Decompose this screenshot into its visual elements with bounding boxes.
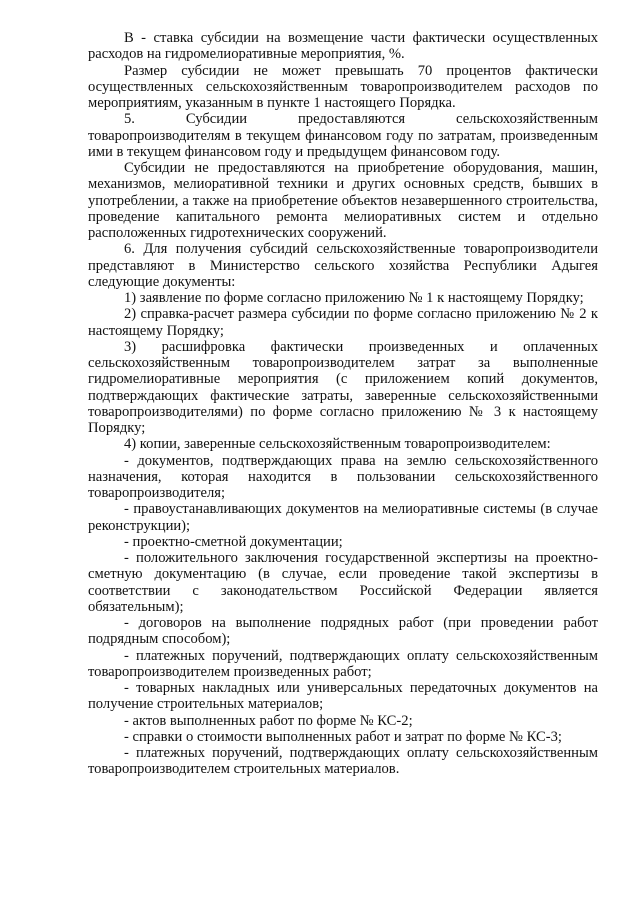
sublist-item-land-rights: - документов, подтверждающих права на землю сельскохозяйственного назначения, которая находится в пользовании сельскохозяйственного товаропроизводителя;	[88, 452, 598, 501]
sublist-item-payment-works: - платежных поручений, подтверждающих оплату сельскохозяйственным товаропроизводителем произведенных работ;	[88, 647, 598, 680]
sublist-item-design-docs: - проектно-сметной документации;	[124, 533, 343, 550]
list-item-copies: 4) копии, заверенные сельскохозяйственным товаропроизводителем:	[124, 436, 551, 453]
list-item-application: 1) заявление по форме согласно приложению № 1 к настоящему Порядку;	[124, 290, 584, 306]
list-item-cost-breakdown: 3) расшифровка фактически произведенных и оплаченных сельскохозяйственным товаропроизводителем затрат за выполненные гидромелиоративные мероприятия (с приложением копий документов, подтверждающих фактические затраты, заверенные сельскохозяйственными товаропроизводителями) по форме согласно приложению № 3 к настоящему Порядку;	[88, 338, 598, 436]
sublist-item-ks2: - актов выполненных работ по форме № КС-2;	[124, 712, 413, 729]
paragraph-subsidy-limit: Размер субсидии не может превышать 70 процентов фактически осуществленных сельскохозяйственным товаропроизводителем расходов по мероприятиям, указанным в пункте 1 настоящего Порядка.	[88, 62, 598, 111]
paragraph-rate-definition: В - ставка субсидии на возмещение части фактически осуществленных расходов на гидромелиоративные мероприятия, %.	[88, 30, 598, 63]
paragraph-exclusions: Субсидии не предоставляются на приобретение оборудования, машин, механизмов, мелиоративной техники и других основных средств, бывших в употреблении, а также на приобретение объектов незавершенного строительства, проведение капитального ремонта мелиоративных систем и отдельно расположенных гидротехнических сооружений.	[88, 160, 598, 241]
paragraph-item-6: 6. Для получения субсидий сельскохозяйственные товаропроизводители представляют в Министерство сельского хозяйства Республики Адыгея следующие документы:	[88, 241, 598, 290]
document-page	[88, 30, 598, 778]
sublist-item-contracts: - договоров на выполнение подрядных работ (при проведении работ подрядным способом);	[88, 615, 598, 648]
sublist-item-ks3: - справки о стоимости выполненных работ и затрат по форме № КС-3;	[124, 728, 562, 745]
list-item-calculation: 2) справка-расчет размера субсидии по форме согласно приложению № 2 к настоящему Порядку;	[88, 306, 598, 339]
paragraph-item-5: 5. Субсидии предоставляются сельскохозяйственным товаропроизводителям в текущем финансовом году по затратам, произведенным ими в текущем финансовом году и предыдущем финансовом году.	[88, 111, 598, 160]
sublist-item-title-documents: - правоустанавливающих документов на мелиоративные системы (в случае реконструкции);	[88, 501, 598, 534]
sublist-item-payment-materials: - платежных поручений, подтверждающих оплату сельскохозяйственным товаропроизводителем строительных материалов.	[88, 745, 598, 778]
sublist-item-waybills: - товарных накладных или универсальных передаточных документов на получение строительных материалов;	[88, 680, 598, 713]
sublist-item-expertise: - положительного заключения государственной экспертизы на проектно-сметную документацию (в случае, если проведение такой экспертизы в соответствии с законодательством Российской Федерации является обязательным);	[88, 550, 598, 615]
